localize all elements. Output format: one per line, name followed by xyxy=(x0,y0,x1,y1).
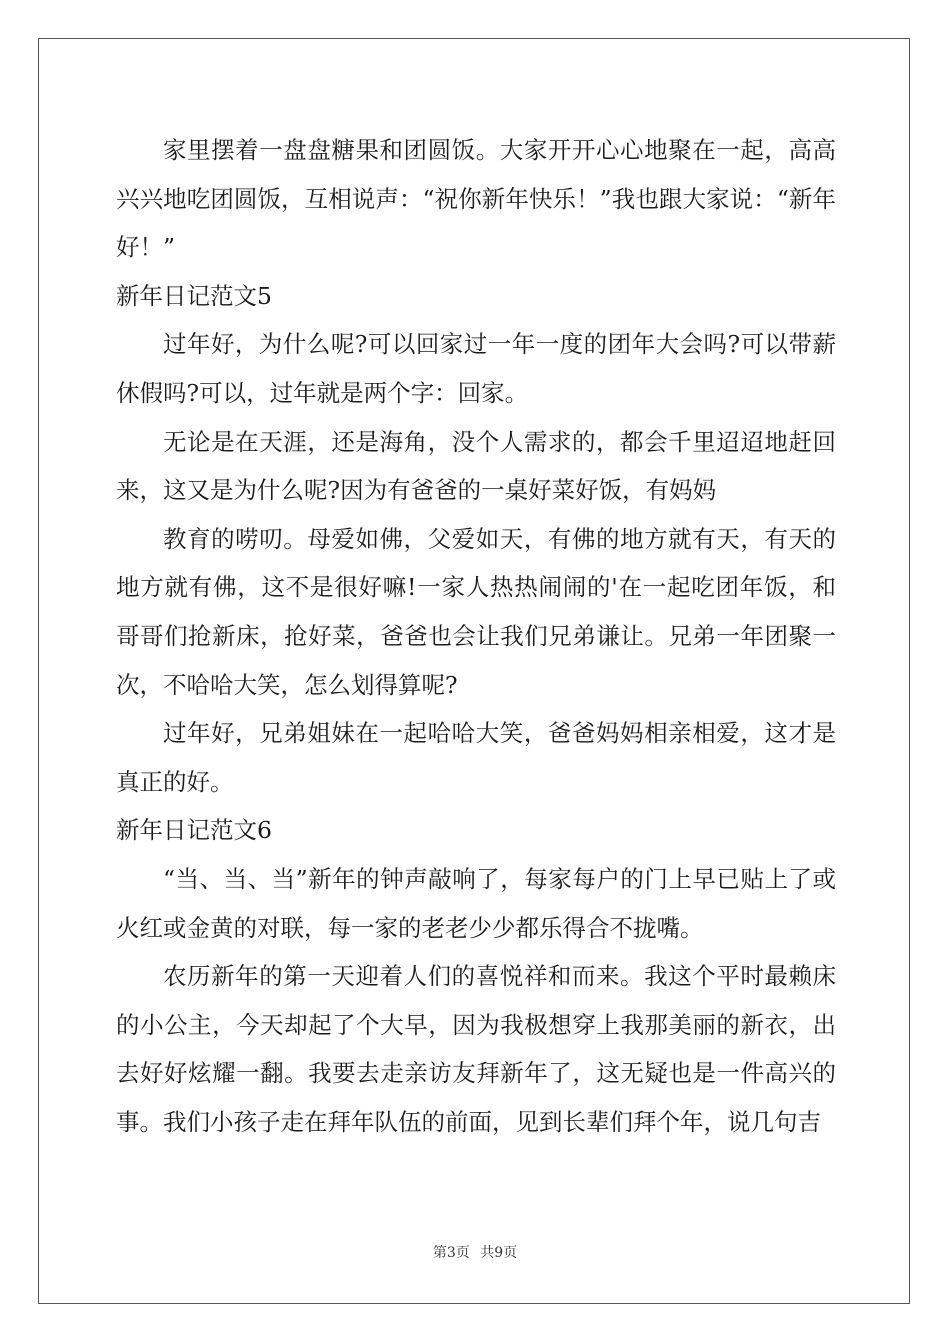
paragraph: 无论是在天涯，还是海角，没个人需求的，都会千里迢迢地赶回来，这又是为什么呢?因为有爸爸的一桌好菜好饭，有妈妈 xyxy=(116,427,836,505)
paragraph: 教育的唠叨。母爱如佛，父爱如天，有佛的地方就有天，有天的地方就有佛，这不是很好嘛!一家人热热闹闹的'在一起吃团年饭，和哥哥们抢新床，抢好菜，爸爸也会让我们兄弟谦让。兄弟一年团聚一次，不哈哈大笑，怎么划得算呢? xyxy=(116,524,836,699)
paragraph: 农历新年的第一天迎着人们的喜悦祥和而来。我这个平时最赖床的小公主，今天却起了个大早，因为我极想穿上我那美丽的新衣，出去好好炫耀一翻。我要去走亲访友拜新年了，这无疑也是一件高兴的事。我们小孩子走在拜年队伍的前面，见到长辈们拜个年，说几句吉 xyxy=(116,962,836,1136)
document-body xyxy=(116,126,836,1146)
page-number: 第3页 xyxy=(432,1245,470,1261)
paragraph: 过年好，为什么呢?可以回家过一年一度的团年大会吗?可以带薪休假吗?可以，过年就是两个字：回家。 xyxy=(116,330,836,407)
paragraph: 家里摆着一盘盘糖果和团圆饭。大家开开心心地聚在一起，高高兴兴地吃团圆饭，互相说声：“祝你新年快乐！”我也跟大家说：“新年好！” xyxy=(116,136,836,262)
paragraph: “当、当、当”新年的钟声敲响了，每家每户的门上早已贴上了或火红或金黄的对联，每一家的老老少少都乐得合不拢嘴。 xyxy=(116,864,836,942)
section-heading: 新年日记范文5 xyxy=(116,281,272,310)
total-pages: 共9页 xyxy=(480,1245,518,1261)
paragraph: 过年好，兄弟姐妹在一起哈哈大笑，爸爸妈妈相亲相爱，这才是真正的好。 xyxy=(116,719,836,796)
page-footer xyxy=(0,1242,950,1262)
section-heading: 新年日记范文6 xyxy=(116,816,272,845)
